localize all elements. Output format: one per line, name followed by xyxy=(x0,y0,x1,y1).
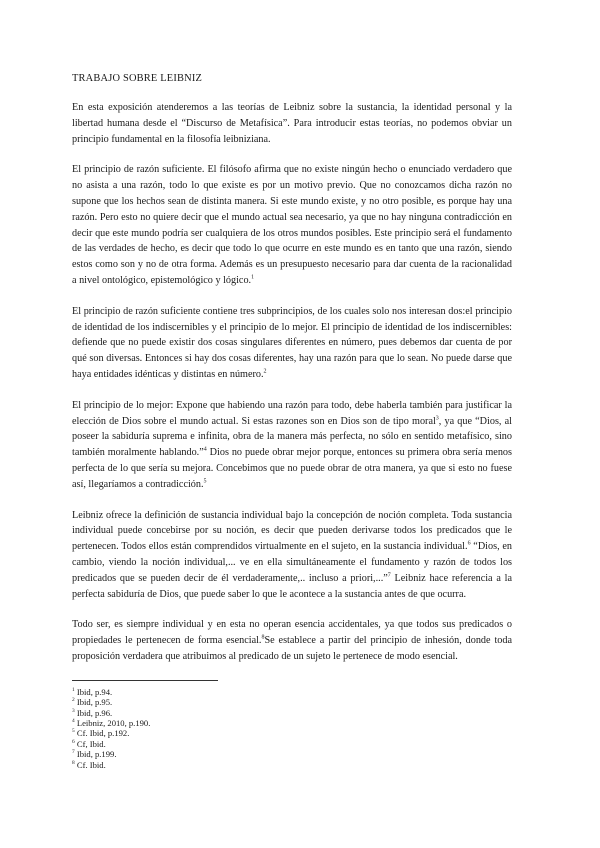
footnote-text: Ibid, p.199. xyxy=(74,749,117,760)
paragraph xyxy=(72,398,512,493)
footnote-reference[interactable]: 4 xyxy=(203,446,207,453)
paragraph-text: El principio de razón suficiente. El filósofo afirma que no existe ningún hecho o enunciado verdadero que no asista a una razón, todo lo que existe es por un motivo previo. Que no conozcamos dicha razón no supone que los hechos sean de distinta manera. Si este mundo existe, y no otro posible, es porque hay una razón. Pero esto no quiere decir que el mundo actual sea necesario, ya que no hay ninguna contradicción en decir que este mundo podría ser cualquiera de los otros mundos posibles. Este principio será el fundamento de las verdades de hecho, es decir que todo lo que ocurre en este mundo es en tanto que una razón, siendo estos como son y no de otra forma. Además es un presupuesto necesario para dar cuenta de la racionalidad a nivel ontológico, epistemológico y lógico. xyxy=(72,164,512,286)
paragraph-text: , ya que “Dios, al poseer la sabiduría suprema e infinita, obra de la manera más perfecta, no sólo en sentido metafísico, sino también moralmente hablando.” xyxy=(72,415,512,459)
paragraph-text: Dios no puede obrar mejor porque, entonces su primera obra sería menos perfecta de lo que sería su mejora. Concebimos que no puede obrar de otra manera, ya que si esto no fuese así, llegaríamos a contradicción. xyxy=(72,447,512,490)
paragraph xyxy=(72,100,512,147)
footnote-reference[interactable]: 3 xyxy=(435,415,439,422)
document-body xyxy=(72,100,512,665)
paragraph xyxy=(72,508,512,603)
footnote-text: Leibniz, 2010, p.190. xyxy=(74,717,151,728)
footnote-text: Ibid, p.96. xyxy=(74,707,113,718)
footnote-reference[interactable]: 5 xyxy=(203,478,207,485)
footnote-item xyxy=(72,760,512,770)
paragraph-text: Leibniz ofrece la definición de sustancia individual bajo la concepción de noción completa. Toda sustancia individual puede concebirse por su noción, es decir que pueden derivarse todos los predicados que le pertenecen. Todos ellos están comprendidos virtualmente en el sujeto, en la sustancia individual. xyxy=(72,509,512,553)
footnote-item xyxy=(72,749,512,759)
paragraph xyxy=(72,304,512,383)
footnotes-section xyxy=(72,687,512,770)
footnote-item xyxy=(72,739,512,749)
footnote-text: Cf. Ibid, p.192. xyxy=(74,728,130,739)
footnote-reference[interactable]: 6 xyxy=(467,540,471,547)
footnote-reference[interactable]: 8 xyxy=(261,634,265,641)
footnote-item xyxy=(72,718,512,728)
paragraph-text: El principio de lo mejor: Expone que habiendo una razón para todo, debe haberla también para justificar la elección de Dios sobre el mundo actual. Si estas razones son en Dios son de tipo moral xyxy=(72,399,512,427)
footnote-number: 2 xyxy=(72,697,75,704)
footnote-number: 8 xyxy=(72,759,75,766)
footnote-number: 4 xyxy=(72,718,75,725)
footnote-reference[interactable]: 7 xyxy=(387,572,391,579)
footnote-text: Ibid, p.95. xyxy=(74,697,113,708)
paragraph-text: En esta exposición atenderemos a las teorías de Leibniz sobre la sustancia, la identidad personal y la libertad humana desde el “Discurso de Metafísica”. Para introducir estas teorías, no podemos obviar un principio fundamental en la filosofía leibniziana. xyxy=(72,102,512,145)
footnote-number: 5 xyxy=(72,728,75,735)
paragraph-text: Se establece a partir del principio de inhesión, donde toda proposición verdadera que atribuimos al predicado de un sujeto le pertenece de modo esencial. xyxy=(72,635,512,662)
footnote-item xyxy=(72,728,512,738)
paragraph xyxy=(72,617,512,664)
footnote-number: 7 xyxy=(72,749,75,756)
footnote-number: 1 xyxy=(72,686,75,693)
paragraph-text: El principio de razón suficiente contiene tres subprincipios, de los cuales solo nos interesan dos:el principio de identidad de los indiscernibles y el principio de lo mejor. El principio de identidad de los indiscernibles: defiende que no puede existir dos cosas singulares diferentes en número, pues debemos dar cuenta de por qué son diversas. Entonces si hay dos cosas diferentes, hay una razón para que lo sean. No puede darse que haya entidades idénticas y distintas en número. xyxy=(72,305,512,380)
footnote-text: Cf. Ibid. xyxy=(74,759,106,770)
footnote-number: 6 xyxy=(72,738,75,745)
footnote-item xyxy=(72,708,512,718)
footnote-item xyxy=(72,697,512,707)
paragraph-text: Leibniz hace referencia a la perfecta sabiduría de Dios, que puede saber lo que le acontece a la sustancia antes de que ocurra. xyxy=(72,572,512,600)
paragraph-text: Todo ser, es siempre individual y en esta no operan esencia accidentales, ya que todos sus predicados o propiedades le pertenecen de forma esencial. xyxy=(72,619,512,647)
paragraph xyxy=(72,162,512,288)
footnote-number: 3 xyxy=(72,707,75,714)
footnote-text: Cf, Ibid. xyxy=(74,738,106,749)
footnote-reference[interactable]: 1 xyxy=(251,274,255,281)
paragraph-text: “Dios, en cambio, viendo la noción individual,... ve en ella simultáneamente el fundamento y razón de todos los predicados que se pueden decir de él verdaderamente,.. incluso a priori,...” xyxy=(72,541,512,584)
footnote-item xyxy=(72,687,512,697)
document-title: TRABAJO SOBRE LEIBNIZ xyxy=(72,73,203,84)
footnote-reference[interactable]: 2 xyxy=(263,368,267,375)
footnote-separator xyxy=(72,680,218,681)
footnote-text: Ibid, p.94. xyxy=(74,686,113,697)
